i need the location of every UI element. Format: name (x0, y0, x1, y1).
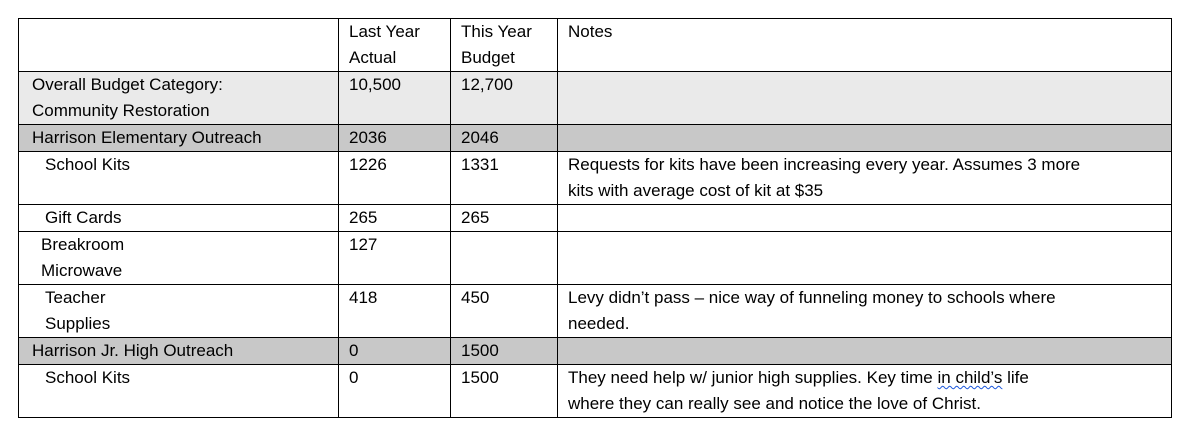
category-cell[interactable]: Harrison Elementary Outreach (19, 125, 339, 152)
last-year-cell[interactable]: 0 (339, 338, 451, 365)
last-year-cell[interactable]: 265 (339, 205, 451, 232)
category-cell[interactable]: School Kits (19, 152, 339, 205)
last-year-cell[interactable]: 418 (339, 285, 451, 338)
last-year-cell[interactable]: 0 (339, 365, 451, 418)
last-year-cell[interactable]: 127 (339, 232, 451, 285)
this-year-cell[interactable]: 2046 (451, 125, 558, 152)
table-row (19, 232, 1172, 285)
category-cell[interactable]: Gift Cards (19, 205, 339, 232)
category-cell[interactable]: School Kits (19, 365, 339, 418)
section-row-jr-high (19, 338, 1172, 365)
table-row (19, 152, 1172, 205)
category-cell[interactable]: Teacher Supplies (19, 285, 339, 338)
header-category-cell[interactable] (19, 19, 339, 72)
this-year-cell[interactable]: 265 (451, 205, 558, 232)
budget-table (18, 18, 1172, 418)
notes-text-part: They need help w/ junior high supplies. Key time (568, 368, 938, 387)
header-row (19, 19, 1172, 72)
notes-cell[interactable] (558, 125, 1172, 152)
this-year-cell[interactable]: 12,700 (451, 72, 558, 125)
overall-budget-row (19, 72, 1172, 125)
this-year-cell[interactable] (451, 232, 558, 285)
last-year-cell[interactable]: 10,500 (339, 72, 451, 125)
category-cell[interactable]: Harrison Jr. High Outreach (19, 338, 339, 365)
table-row (19, 365, 1172, 418)
header-last-year-cell[interactable]: Last Year Actual (339, 19, 451, 72)
notes-cell[interactable] (558, 338, 1172, 365)
notes-cell[interactable]: Levy didn’t pass – nice way of funneling money to schools where needed. (558, 285, 1172, 338)
table-row (19, 285, 1172, 338)
notes-cell[interactable]: Requests for kits have been increasing every year. Assumes 3 more kits with average cost of kit at $35 (558, 152, 1172, 205)
notes-cell[interactable] (558, 365, 1172, 418)
last-year-cell[interactable]: 2036 (339, 125, 451, 152)
notes-text-part: life where they can really see and notice the love of Christ. (568, 368, 1029, 413)
spellcheck-underlined-text: in child’s (937, 368, 1003, 387)
header-this-year-cell[interactable]: This Year Budget (451, 19, 558, 72)
category-cell[interactable]: Overall Budget Category: Community Restoration (19, 72, 339, 125)
last-year-cell[interactable]: 1226 (339, 152, 451, 205)
this-year-cell[interactable]: 1331 (451, 152, 558, 205)
notes-cell[interactable] (558, 205, 1172, 232)
section-row-elementary (19, 125, 1172, 152)
header-notes-cell[interactable]: Notes (558, 19, 1172, 72)
this-year-cell[interactable]: 1500 (451, 365, 558, 418)
category-cell[interactable]: Breakroom Microwave (19, 232, 339, 285)
this-year-cell[interactable]: 1500 (451, 338, 558, 365)
notes-cell[interactable] (558, 232, 1172, 285)
this-year-cell[interactable]: 450 (451, 285, 558, 338)
table-row (19, 205, 1172, 232)
notes-cell[interactable] (558, 72, 1172, 125)
